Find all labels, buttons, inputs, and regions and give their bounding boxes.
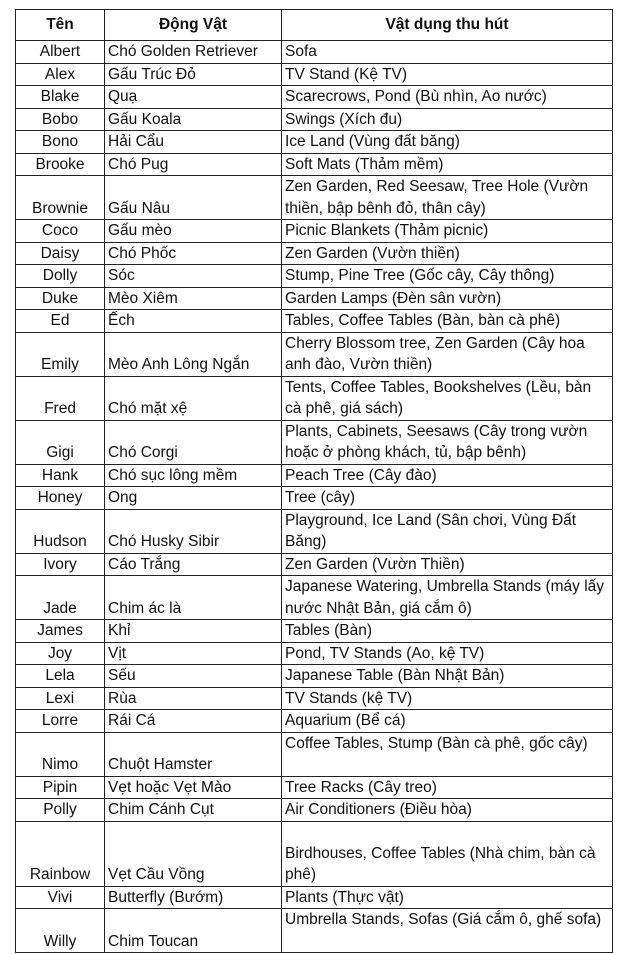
table-row <box>16 620 613 643</box>
cell-items: Pond, TV Stands (Ao, kệ TV) <box>282 642 613 665</box>
cell-name: Jade <box>16 576 105 620</box>
cell-items: Scarecrows, Pond (Bù nhìn, Ao nước) <box>282 86 613 109</box>
table-row <box>16 464 613 487</box>
cell-items: Tree Racks (Cây treo) <box>282 776 613 799</box>
cell-animal: Khỉ <box>105 620 282 643</box>
cell-animal: Rái Cá <box>105 710 282 733</box>
table-row <box>16 642 613 665</box>
table-row <box>16 332 613 376</box>
cell-name: Willy <box>16 909 105 953</box>
cell-items: Ice Land (Vùng đất băng) <box>282 131 613 154</box>
cell-name: Gigi <box>16 420 105 464</box>
cell-name: Polly <box>16 799 105 822</box>
table-wrapper <box>15 9 613 953</box>
cell-animal: Sóc <box>105 265 282 288</box>
cell-animal: Chim Toucan <box>105 909 282 953</box>
cell-animal: Chuột Hamster <box>105 732 282 776</box>
header-animal: Động Vật <box>105 10 282 41</box>
table-row <box>16 108 613 131</box>
cell-name: Duke <box>16 287 105 310</box>
cell-name: Lorre <box>16 710 105 733</box>
cell-animal: Chó mặt xệ <box>105 376 282 420</box>
table-row <box>16 687 613 710</box>
table-row <box>16 376 613 420</box>
cell-items: Swings (Xích đu) <box>282 108 613 131</box>
cell-items: Soft Mats (Thảm mềm) <box>282 153 613 176</box>
cell-name: Emily <box>16 332 105 376</box>
cell-name: Alex <box>16 63 105 86</box>
cell-name: Rainbow <box>16 821 105 886</box>
cell-items: Plants, Cabinets, Seesaws (Cây trong vườn hoặc ở phòng khách, tủ, bập bênh) <box>282 420 613 464</box>
cell-items: Tables, Coffee Tables (Bàn, bàn cà phê) <box>282 310 613 333</box>
cell-items: Tree (cây) <box>282 487 613 510</box>
cell-name: Hudson <box>16 509 105 553</box>
cell-items: Aquarium (Bể cá) <box>282 710 613 733</box>
table-row <box>16 41 613 64</box>
cell-name: Coco <box>16 220 105 243</box>
cell-name: Ed <box>16 310 105 333</box>
cell-animal: Chim ác là <box>105 576 282 620</box>
cell-items: Coffee Tables, Stump (Bàn cà phê, gốc cây) <box>282 732 613 776</box>
table-row <box>16 886 613 909</box>
header-name: Tên <box>16 10 105 41</box>
cell-items: Birdhouses, Coffee Tables (Nhà chim, bàn cà phê) <box>282 821 613 886</box>
cell-name: Daisy <box>16 242 105 265</box>
cell-animal: Mèo Xiêm <box>105 287 282 310</box>
cell-animal: Sếu <box>105 665 282 688</box>
cell-name: Joy <box>16 642 105 665</box>
cell-animal: Butterfly (Bướm) <box>105 886 282 909</box>
cell-items: Air Conditioners (Điều hòa) <box>282 799 613 822</box>
table-row <box>16 86 613 109</box>
cell-name: Hank <box>16 464 105 487</box>
table-row <box>16 553 613 576</box>
table-row <box>16 821 613 886</box>
cell-animal: Quạ <box>105 86 282 109</box>
cell-name: Nimo <box>16 732 105 776</box>
table-row <box>16 287 613 310</box>
cell-animal: Chó Corgi <box>105 420 282 464</box>
table-row <box>16 131 613 154</box>
cell-name: Vivi <box>16 886 105 909</box>
table-row <box>16 487 613 510</box>
cell-animal: Mèo Anh Lông Ngắn <box>105 332 282 376</box>
cell-name: Blake <box>16 86 105 109</box>
cell-animal: Vẹt hoặc Vẹt Mào <box>105 776 282 799</box>
cell-animal: Chó sục lông mềm <box>105 464 282 487</box>
table-row <box>16 220 613 243</box>
cell-name: Pipin <box>16 776 105 799</box>
table-row <box>16 665 613 688</box>
cell-items: Tents, Coffee Tables, Bookshelves (Lều, bàn cà phê, giá sách) <box>282 376 613 420</box>
cell-items: Japanese Table (Bàn Nhật Bản) <box>282 665 613 688</box>
cell-name: Brooke <box>16 153 105 176</box>
table-row <box>16 776 613 799</box>
table-row <box>16 576 613 620</box>
table-row <box>16 799 613 822</box>
cell-animal: Gấu Koala <box>105 108 282 131</box>
table-row <box>16 732 613 776</box>
cell-animal: Vịt <box>105 642 282 665</box>
cell-animal: Chim Cánh Cụt <box>105 799 282 822</box>
table-row <box>16 420 613 464</box>
table-row <box>16 242 613 265</box>
cell-name: Honey <box>16 487 105 510</box>
cell-items: TV Stands (kệ TV) <box>282 687 613 710</box>
cell-animal: Ếch <box>105 310 282 333</box>
cell-items: Picnic Blankets (Thảm picnic) <box>282 220 613 243</box>
cell-items: Garden Lamps (Đèn sân vườn) <box>282 287 613 310</box>
cell-items: Cherry Blossom tree, Zen Garden (Cây hoa anh đào, Vườn thiền) <box>282 332 613 376</box>
table-header-row <box>16 10 613 41</box>
table-row <box>16 310 613 333</box>
cell-name: Lexi <box>16 687 105 710</box>
cell-items: Plants (Thực vật) <box>282 886 613 909</box>
cell-animal: Gấu Trúc Đỏ <box>105 63 282 86</box>
table-row <box>16 63 613 86</box>
cell-animal: Chó Husky Sibir <box>105 509 282 553</box>
cell-name: Dolly <box>16 265 105 288</box>
cell-items: Japanese Watering, Umbrella Stands (máy lấy nước Nhật Bản, giá cắm ô) <box>282 576 613 620</box>
cell-items: Zen Garden, Red Seesaw, Tree Hole (Vườn thiền, bập bênh đỏ, thân cây) <box>282 176 613 220</box>
cell-name: Bobo <box>16 108 105 131</box>
cell-name: Albert <box>16 41 105 64</box>
header-items: Vật dụng thu hút <box>282 10 613 41</box>
cell-animal: Chó Phốc <box>105 242 282 265</box>
cell-name: Brownie <box>16 176 105 220</box>
table-row <box>16 909 613 953</box>
cell-animal: Vẹt Cầu Vồng <box>105 821 282 886</box>
cell-items: Tables (Bàn) <box>282 620 613 643</box>
cell-items: Stump, Pine Tree (Gốc cây, Cây thông) <box>282 265 613 288</box>
cell-animal: Chó Pug <box>105 153 282 176</box>
cell-animal: Gấu Nâu <box>105 176 282 220</box>
cell-items: TV Stand (Kệ TV) <box>282 63 613 86</box>
cell-items: Zen Garden (Vườn thiền) <box>282 242 613 265</box>
cell-name: Fred <box>16 376 105 420</box>
table-row <box>16 265 613 288</box>
table-row <box>16 153 613 176</box>
cell-animal: Gấu mèo <box>105 220 282 243</box>
table-row <box>16 710 613 733</box>
cell-items: Sofa <box>282 41 613 64</box>
cell-animal: Ong <box>105 487 282 510</box>
cell-items: Umbrella Stands, Sofas (Giá cắm ô, ghế sofa) <box>282 909 613 953</box>
cell-animal: Rùa <box>105 687 282 710</box>
cell-animal: Chó Golden Retriever <box>105 41 282 64</box>
cell-name: Bono <box>16 131 105 154</box>
cell-items: Zen Garden (Vườn Thiền) <box>282 553 613 576</box>
cell-items: Peach Tree (Cây đào) <box>282 464 613 487</box>
cell-animal: Hải Cẩu <box>105 131 282 154</box>
cell-name: James <box>16 620 105 643</box>
cell-animal: Cáo Trắng <box>105 553 282 576</box>
table-row <box>16 176 613 220</box>
cell-name: Lela <box>16 665 105 688</box>
animal-items-table <box>15 9 613 953</box>
cell-name: Ivory <box>16 553 105 576</box>
cell-items: Playground, Ice Land (Sân chơi, Vùng Đất Băng) <box>282 509 613 553</box>
table-row <box>16 509 613 553</box>
